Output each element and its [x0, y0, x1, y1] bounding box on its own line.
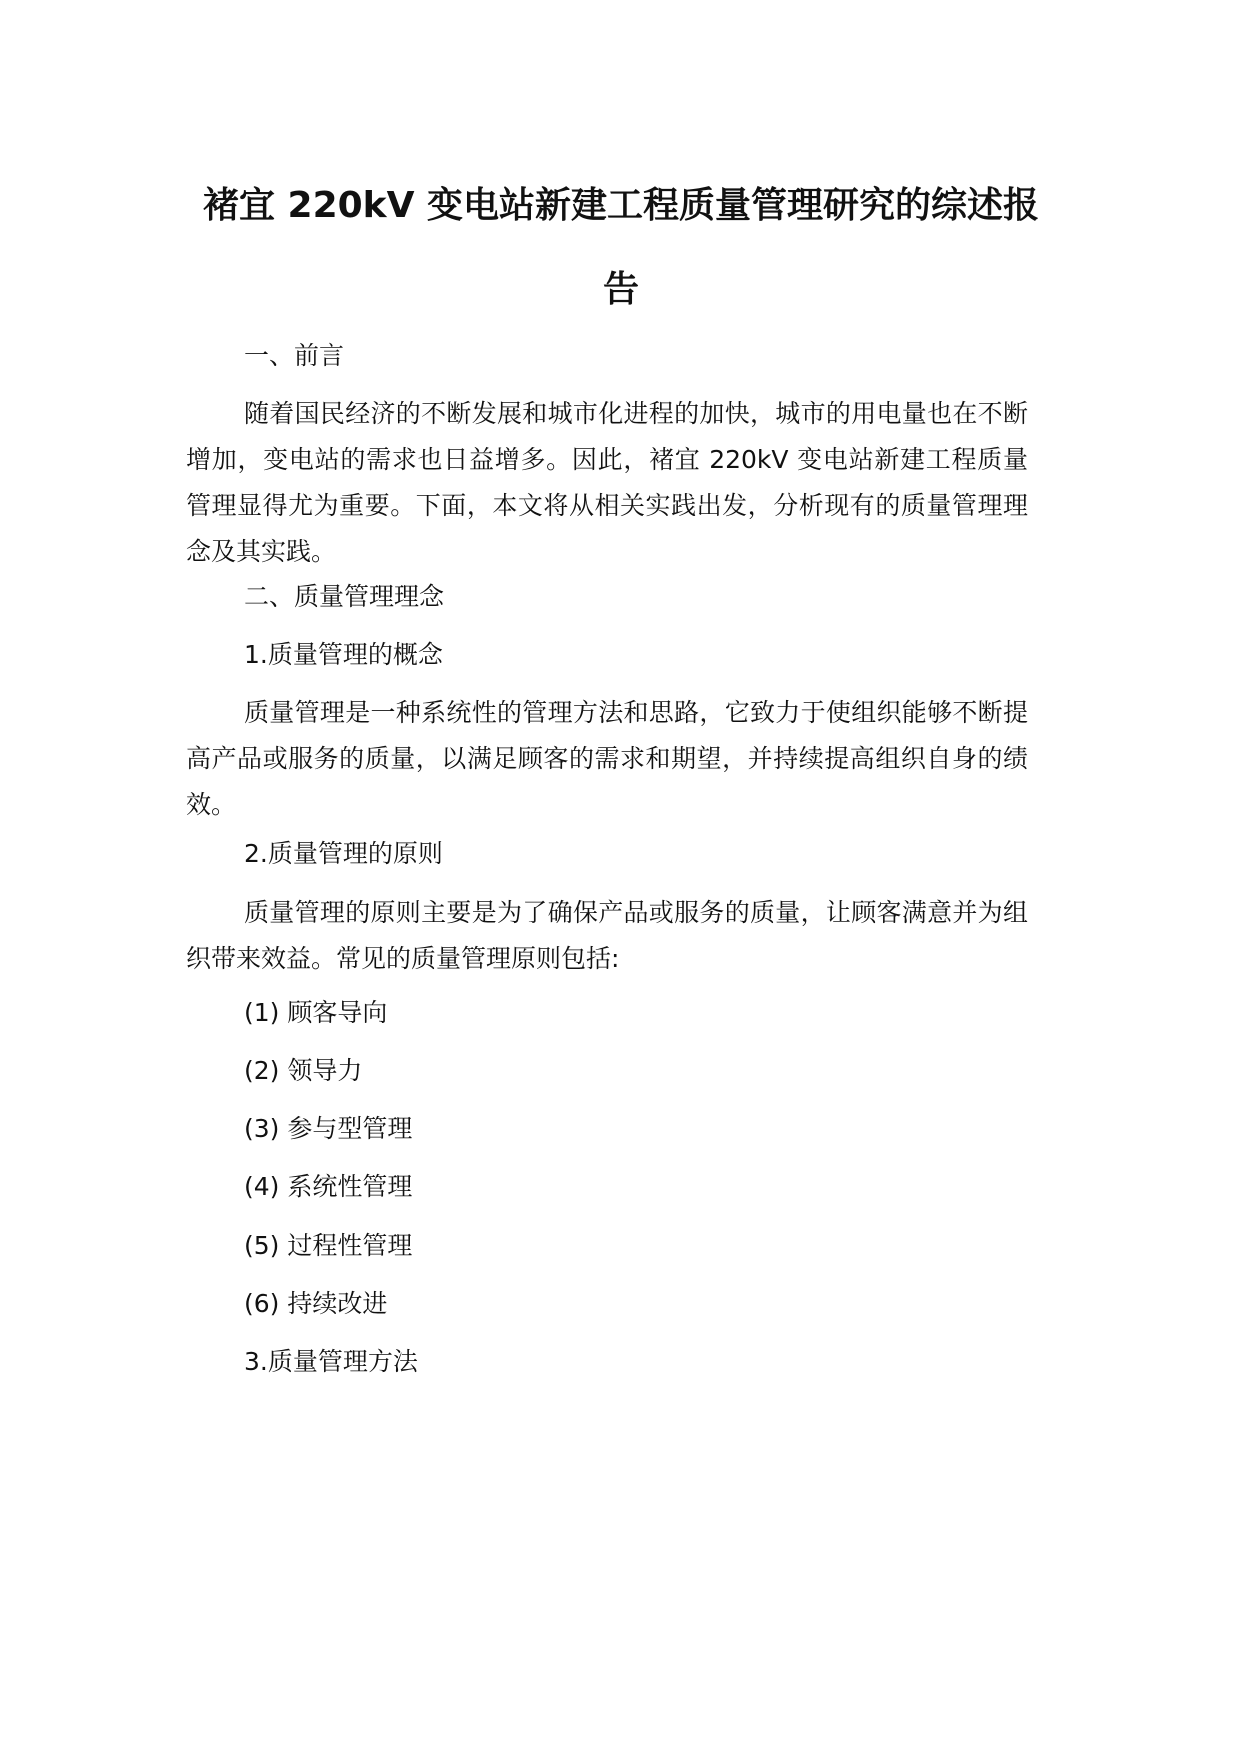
principle-item: (3) 参与型管理 [244, 1114, 413, 1143]
paragraph-concept: 质量管理是一种系统性的管理方法和思路，它致力于使组织能够不断提高产品或服务的质量，以满足顾客的需求和期望，并持续提高组织自身的绩效。 [186, 698, 1028, 819]
principle-item: (2) 领导力 [244, 1056, 363, 1085]
subsection-heading-methods: 3.质量管理方法 [244, 1347, 418, 1376]
subsection-heading-concept: 1.质量管理的概念 [244, 640, 443, 669]
principle-item: (1) 顾客导向 [244, 998, 388, 1027]
paragraph-preface: 随着国民经济的不断发展和城市化进程的加快，城市的用电量也在不断增加，变电站的需求也日益增多。因此，褚宜 220kV 变电站新建工程质量管理显得尤为重要。下面，本文将从相关实践出发，分析现有的质量管理理念及其实践。 [186, 399, 1028, 566]
section-heading-quality-concepts: 二、质量管理理念 [244, 582, 445, 611]
principle-item: (5) 过程性管理 [244, 1231, 413, 1260]
principle-item: (4) 系统性管理 [244, 1172, 413, 1201]
document-title: 褚宜 220kV 变电站新建工程质量管理研究的综述报告 [202, 185, 1040, 310]
principle-item: (6) 持续改进 [244, 1289, 388, 1318]
paragraph-principles: 质量管理的原则主要是为了确保产品或服务的质量，让顾客满意并为组织带来效益。常见的质量管理原则包括: [186, 898, 1028, 973]
section-heading-preface: 一、前言 [244, 341, 345, 370]
subsection-heading-principles: 2.质量管理的原则 [244, 839, 443, 868]
